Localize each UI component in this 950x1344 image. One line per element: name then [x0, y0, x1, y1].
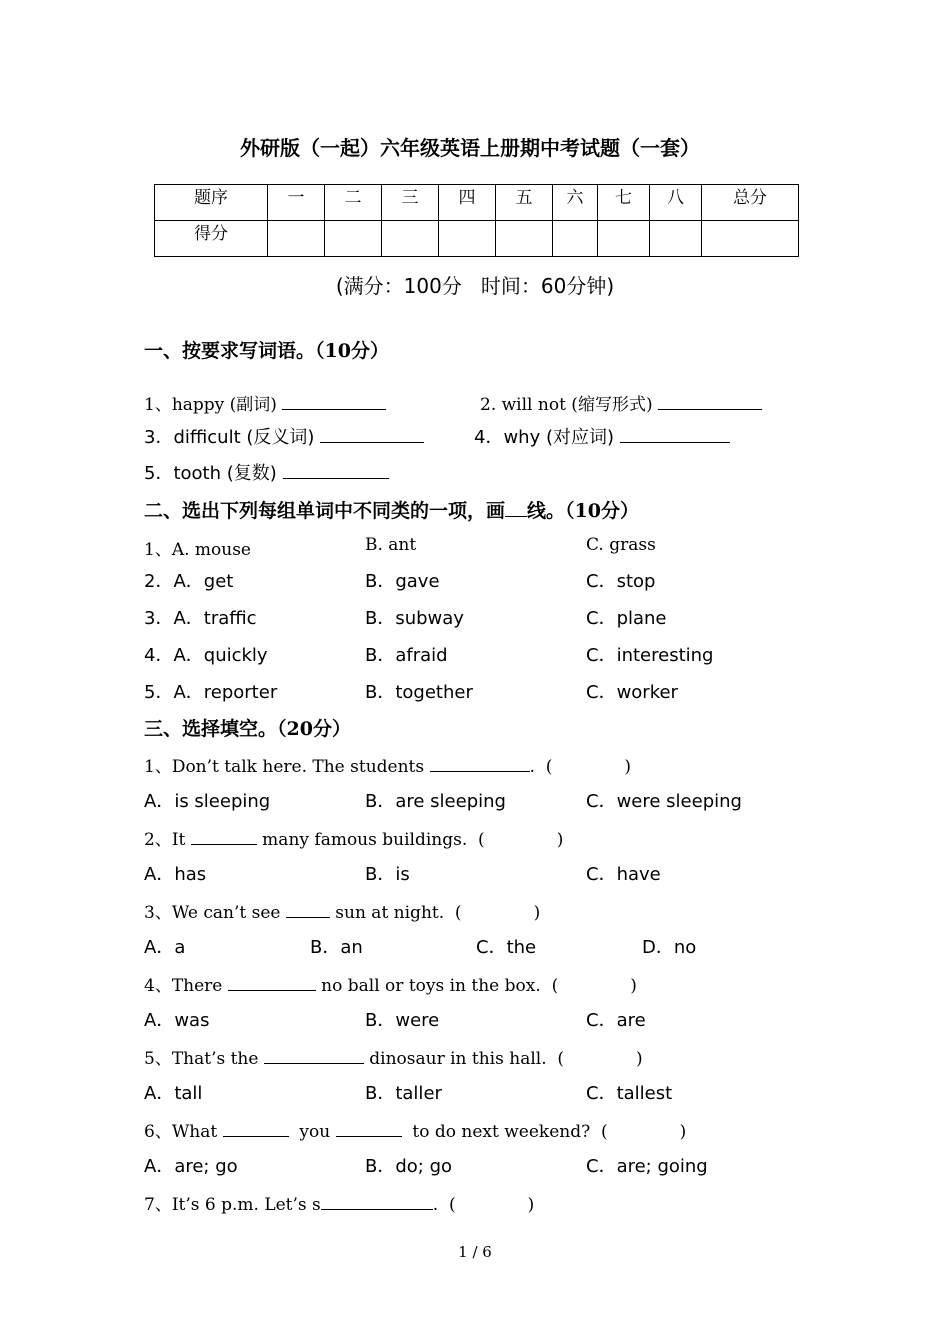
- option-c[interactable]: C．were sleeping: [586, 791, 742, 812]
- table-cell: 二: [325, 185, 382, 221]
- question-text: 5．tooth (复数): [144, 463, 283, 484]
- score-input-cell[interactable]: [325, 221, 382, 257]
- answer-blank[interactable]: [283, 462, 389, 479]
- option-c[interactable]: C．plane: [586, 608, 667, 629]
- answer-paren[interactable]: [564, 1048, 636, 1064]
- answer-paren[interactable]: [462, 902, 534, 918]
- answer-blank[interactable]: [320, 426, 424, 443]
- option-a[interactable]: A．was: [144, 1010, 210, 1031]
- question-item: [480, 390, 762, 415]
- question-text: 1、happy (副词): [144, 395, 283, 415]
- question-item: [144, 423, 424, 449]
- option-c[interactable]: C．have: [586, 864, 661, 885]
- answer-paren[interactable]: [456, 1194, 528, 1210]
- question-text: 2. will not (缩写形式): [480, 395, 658, 415]
- answer-paren[interactable]: [608, 1121, 680, 1137]
- option-c[interactable]: C．interesting: [586, 645, 714, 666]
- page-title: 外研版（一起）六年级英语上册期中考试题（一套）: [240, 136, 700, 160]
- option-c[interactable]: C．worker: [586, 682, 678, 703]
- score-input-cell[interactable]: [598, 221, 650, 257]
- option-b[interactable]: B．taller: [365, 1083, 442, 1104]
- table-cell: 三: [382, 185, 439, 221]
- question-text: 3．difficult (反义词): [144, 427, 321, 448]
- table-cell: 四: [439, 185, 496, 221]
- score-table: [154, 184, 799, 257]
- exam-info: (满分：100分 时间：60分钟): [335, 274, 615, 298]
- question-text: 4．why (对应词): [474, 427, 620, 448]
- question-stem: 3、We can’t see sun at night. ( ): [144, 903, 541, 923]
- option-b[interactable]: B．is: [365, 864, 410, 885]
- score-input-cell[interactable]: [650, 221, 702, 257]
- underline-mark: [505, 498, 527, 517]
- option-c[interactable]: C．tallest: [586, 1083, 673, 1104]
- answer-blank[interactable]: [228, 974, 316, 991]
- answer-blank[interactable]: [336, 1120, 402, 1137]
- option-b[interactable]: B．an: [310, 937, 363, 958]
- option-b[interactable]: B．were: [365, 1010, 440, 1031]
- answer-blank[interactable]: [282, 393, 386, 410]
- option-a[interactable]: A．tall: [144, 1083, 203, 1104]
- option-b[interactable]: B．subway: [365, 608, 464, 629]
- table-cell: 六: [553, 185, 598, 221]
- option-a[interactable]: 5．A．reporter: [144, 682, 278, 703]
- option-c[interactable]: C．stop: [586, 571, 656, 592]
- section-2-heading: 二、选出下列每组单词中不同类的一项，画 线。（10分）: [144, 500, 639, 522]
- score-input-cell[interactable]: [553, 221, 598, 257]
- option-b[interactable]: B．gave: [365, 571, 440, 592]
- option-c[interactable]: C．are: [586, 1010, 646, 1031]
- question-stem: 4、There no ball or toys in the box. ( ): [144, 976, 637, 996]
- option-a[interactable]: A．is sleeping: [144, 791, 271, 812]
- option-a[interactable]: A．has: [144, 864, 207, 885]
- answer-blank[interactable]: [658, 393, 762, 410]
- option-d[interactable]: D．no: [642, 937, 697, 958]
- option-b[interactable]: B．are sleeping: [365, 791, 506, 812]
- question-stem: 6、What you to do next weekend? ( ): [144, 1122, 687, 1142]
- table-cell: 总分: [702, 185, 799, 221]
- option-b[interactable]: B．do; go: [365, 1156, 453, 1177]
- answer-paren[interactable]: [558, 975, 630, 991]
- answer-blank[interactable]: [264, 1047, 364, 1064]
- section-3-heading: 三、选择填空。（20分）: [144, 718, 351, 740]
- score-input-cell[interactable]: [439, 221, 496, 257]
- option-c[interactable]: C．are; going: [586, 1156, 708, 1177]
- answer-blank[interactable]: [286, 901, 330, 918]
- answer-blank[interactable]: [620, 426, 730, 443]
- table-cell: 得分: [155, 221, 268, 257]
- option-a[interactable]: 1、A. mouse: [144, 540, 251, 560]
- score-table-header-row: [155, 185, 799, 221]
- answer-blank[interactable]: [430, 755, 530, 772]
- question-stem: 5、That’s the dinosaur in this hall. ( ): [144, 1049, 643, 1069]
- option-a[interactable]: A．a: [144, 937, 186, 958]
- option-b[interactable]: B．afraid: [365, 645, 448, 666]
- score-input-cell[interactable]: [382, 221, 439, 257]
- score-table-score-row: [155, 221, 799, 257]
- option-b[interactable]: B. ant: [365, 535, 417, 555]
- option-c[interactable]: C. grass: [586, 535, 656, 555]
- table-cell: 一: [268, 185, 325, 221]
- score-input-cell[interactable]: [268, 221, 325, 257]
- option-a[interactable]: 3．A．traffic: [144, 608, 257, 629]
- option-a[interactable]: 4．A．quickly: [144, 645, 268, 666]
- question-stem: 7、It’s 6 p.m. Let’s s . ( ): [144, 1195, 535, 1215]
- question-stem: 2、It many famous buildings. ( ): [144, 830, 564, 850]
- score-input-cell[interactable]: [496, 221, 553, 257]
- table-cell: 题序: [155, 185, 268, 221]
- option-a[interactable]: 2．A．get: [144, 571, 234, 592]
- option-c[interactable]: C．the: [476, 937, 537, 958]
- answer-paren[interactable]: [552, 756, 624, 772]
- question-item: [144, 459, 389, 485]
- score-input-cell[interactable]: [702, 221, 799, 257]
- question-item: [474, 423, 730, 449]
- option-a[interactable]: A．are; go: [144, 1156, 238, 1177]
- answer-blank[interactable]: [223, 1120, 289, 1137]
- option-b[interactable]: B．together: [365, 682, 473, 703]
- page-number: 1 / 6: [458, 1243, 492, 1261]
- answer-paren[interactable]: [485, 829, 557, 845]
- answer-blank[interactable]: [191, 828, 257, 845]
- question-item: [144, 390, 386, 415]
- table-cell: 五: [496, 185, 553, 221]
- question-stem: 1、Don’t talk here. The students . ( ): [144, 757, 631, 777]
- answer-blank[interactable]: [321, 1193, 433, 1210]
- table-cell: 七: [598, 185, 650, 221]
- section-1-heading: 一、按要求写词语。（10分）: [144, 340, 389, 362]
- table-cell: 八: [650, 185, 702, 221]
